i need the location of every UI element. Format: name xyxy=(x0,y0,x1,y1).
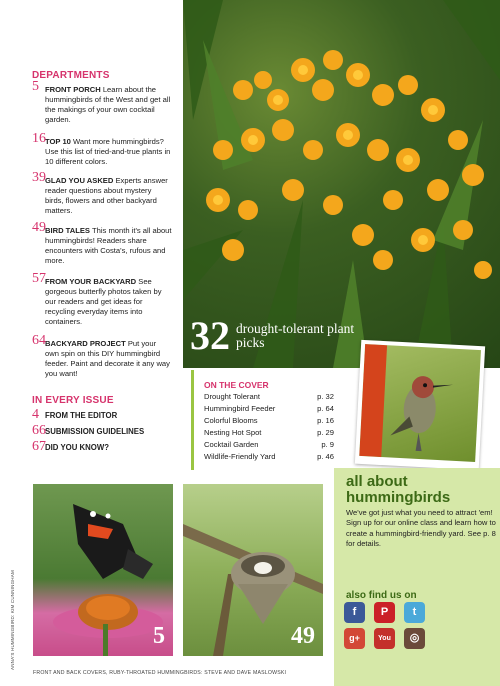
dept-text: Learn about the hummingbirds of the West and get all the makings of your own cocktail garden. xyxy=(45,85,171,124)
cover-label: Wildlife-Friendly Yard xyxy=(204,452,276,461)
dept-text: Put your own spin on this DIY hummingbird feeder. Paint and decorate it any way you want! xyxy=(45,339,170,378)
dept-item[interactable] xyxy=(32,333,172,379)
page-number: 64 xyxy=(32,333,46,348)
cover-page: p. 46 xyxy=(317,452,334,461)
butterfly-page-number: 5 xyxy=(153,623,165,649)
page-number: 67 xyxy=(32,439,46,454)
dept-label: FRONT PORCH xyxy=(45,85,101,94)
dept-text: This month it's all about hummingbirds! Readers share encounters with Costa's, rufous and more. xyxy=(45,226,172,265)
page-number: 66 xyxy=(32,423,46,438)
hummingbird-photo xyxy=(355,340,485,470)
hummingbird-illustration xyxy=(359,344,481,462)
hero-number: 32 xyxy=(190,313,230,358)
photo-credit-bottom: FRONT AND BACK COVERS, RUBY-THROATED HUMMINGBIRDS: STEVE AND DAVE MASLOWSKI xyxy=(33,670,287,676)
dept-item[interactable] xyxy=(32,131,172,167)
photo-credit-vertical: ANNA'S HUMMINGBIRD: KIM CUNNINGHAM xyxy=(10,570,15,670)
promo-text: We've got just what you need to attract 'em! Sign up for our online class and learn how to create a hummingbird-friendly yard. See p. 8 for details. xyxy=(346,508,496,549)
dept-text: Want more hummingbirds? Use this list of tried-and-true plants in 10 different colors. xyxy=(45,137,171,166)
cover-label: Colorful Blooms xyxy=(204,416,258,425)
dept-item[interactable] xyxy=(32,79,172,125)
page-number: 39 xyxy=(32,170,46,185)
page-number: 16 xyxy=(32,131,46,146)
pinterest-icon[interactable]: P xyxy=(374,602,395,623)
dept-text: Experts answer reader questions about mystery birds, flowers and other backyard matters. xyxy=(45,176,168,215)
cover-row[interactable] xyxy=(204,392,334,401)
hummingbird-nest-photo xyxy=(183,484,323,656)
cover-row[interactable] xyxy=(204,416,334,425)
milkweed-flowers-photo xyxy=(183,0,500,368)
hero-caption[interactable] xyxy=(190,313,355,358)
facebook-icon[interactable]: f xyxy=(344,602,365,623)
dept-label: BACKYARD PROJECT xyxy=(45,339,126,348)
cover-row[interactable] xyxy=(204,404,334,413)
follow-heading: also find us on xyxy=(346,590,417,601)
butterfly-illustration xyxy=(33,484,173,656)
dept-item[interactable] xyxy=(32,170,172,216)
cover-label: Cocktail Garden xyxy=(204,440,259,449)
page-number: 49 xyxy=(32,220,46,235)
cover-row[interactable] xyxy=(204,452,334,461)
cover-row[interactable] xyxy=(204,440,334,449)
cover-page: p. 16 xyxy=(317,416,334,425)
dept-item[interactable] xyxy=(32,271,172,327)
dept-label: BIRD TALES xyxy=(45,226,90,235)
departments-heading: DEPARTMENTS xyxy=(32,70,110,81)
cover-label: Hummingbird Feeder xyxy=(204,404,276,413)
hero-text: drought-tolerant plant picks xyxy=(236,321,355,350)
twitter-icon[interactable]: t xyxy=(404,602,425,623)
page-number: 5 xyxy=(32,79,39,94)
dept-label: GLAD YOU ASKED xyxy=(45,176,114,185)
page-number: 4 xyxy=(32,407,39,422)
instagram-icon[interactable]: ◎ xyxy=(404,628,425,649)
online-class-promo xyxy=(334,468,500,686)
every-issue-label: SUBMISSION GUIDELINES xyxy=(45,427,145,436)
every-issue-heading: IN EVERY ISSUE xyxy=(32,395,114,406)
cover-page: p. 29 xyxy=(317,428,334,437)
youtube-icon[interactable]: You xyxy=(374,628,395,649)
nest-page-number: 49 xyxy=(291,623,315,649)
flowers-illustration xyxy=(183,0,500,368)
cover-label: Drought Tolerant xyxy=(204,392,261,401)
every-issue-item[interactable] xyxy=(32,407,118,422)
every-issue-item[interactable] xyxy=(32,423,145,438)
dept-label: TOP 10 xyxy=(45,137,71,146)
dept-item[interactable] xyxy=(32,220,172,266)
every-issue-label: DID YOU KNOW? xyxy=(45,443,109,452)
cover-page: p. 9 xyxy=(321,440,334,449)
google-plus-icon[interactable]: g+ xyxy=(344,628,365,649)
butterfly-photo xyxy=(33,484,173,656)
page-number: 57 xyxy=(32,271,46,286)
every-issue-label: FROM THE EDITOR xyxy=(45,411,118,420)
every-issue-item[interactable] xyxy=(32,439,109,454)
on-the-cover-heading: ON THE COVER xyxy=(204,380,269,390)
cover-row[interactable] xyxy=(204,428,334,437)
cover-page: p. 64 xyxy=(317,404,334,413)
promo-heading: all about hummingbirds xyxy=(346,473,451,506)
dept-text: See gorgeous butterfly photos taken by our readers and get ideas for recycling everyday items into containers. xyxy=(45,277,162,326)
on-the-cover-box xyxy=(191,370,334,470)
dept-label: FROM YOUR BACKYARD xyxy=(45,277,137,286)
cover-page: p. 32 xyxy=(317,392,334,401)
cover-label: Nesting Hot Spot xyxy=(204,428,262,437)
